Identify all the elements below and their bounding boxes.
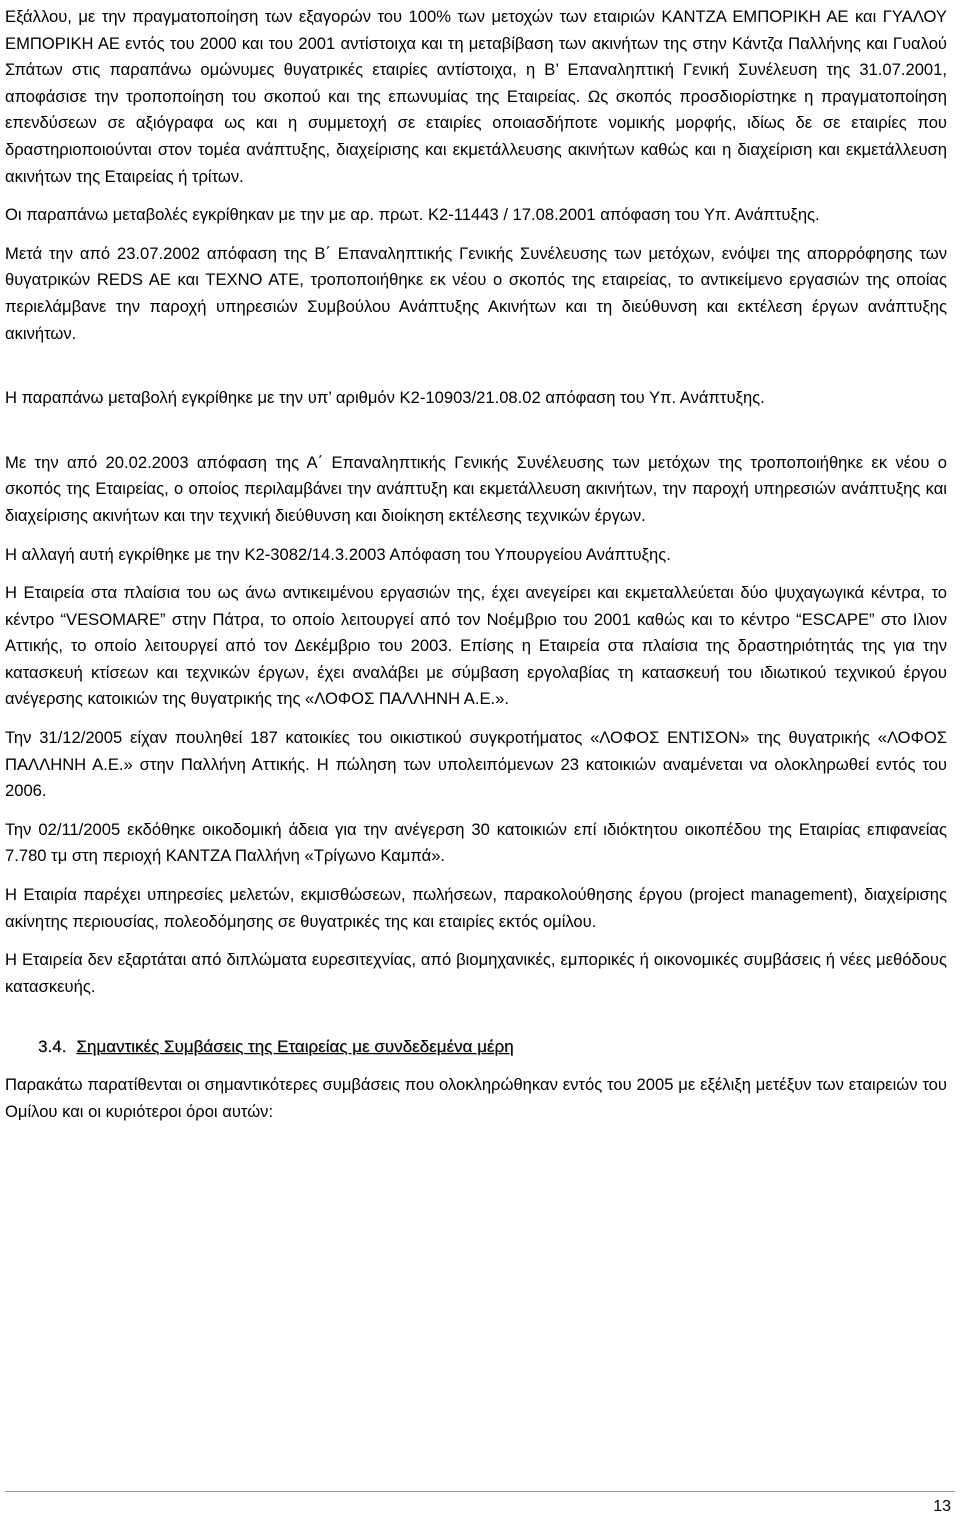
paragraph-purpose-change-2002: Μετά την από 23.07.2002 απόφαση της Β΄ Επαναληπτικής Γενικής Συνέλευσης των μετόχων, ενόψει της απορρόφησης των θυγατρικών REDS AE και ΤΕΧΝΟ ΑΤΕ, τροποποιήθηκε εκ νέου ο σκοπός της εταιρείας, το αντικείμενο εργασιών της οποίας περιελάμβανε την παροχή υπηρεσιών Συμβούλου Ανάπτυξης Ακινήτων και τη διεύθυνση και εκτέλεση έργων ανάπτυξης ακινήτων.: [5, 243, 947, 343]
paragraph-entertainment-centers: Η Εταιρεία στα πλαίσια του ως άνω αντικειμένου εργασιών της, έχει ανεγείρει και εκμεταλλεύεται δύο ψυχαγωγικά κέντρα, το κέντρο “VESOMARE” στην Πάτρα, το οποίο λειτουργεί από τον Νοέμβριο του 2001 καθώς και το κέντρο “ESCAPE” στο Ιλιον Αττικής, το οποίο λειτουργεί από τον Δεκέμβριο του 2003. Επίσης η Εταιρεία στα πλαίσια της δραστηριότητάς της για την κατασκευή κτίσεων και τεχνικών έργων, έχει αναλάβει με σύμβαση εργολαβίας τη κατασκευή του ιδιωτικού τεχνικού έργου ανέγερσης κατοικιών της θυγατρικής της «ΛΟΦΟΣ ΠΑΛΛΗΝΗ Α.Ε.».: [5, 583, 947, 709]
paragraph-patents: Η Εταιρεία δεν εξαρτάται από διπλώματα ευρεσιτεχνίας, από βιομηχανικές, εμπορικές ή οικονομικές συμβάσεις ή νέες μεθόδους κατασκευής.: [5, 950, 947, 996]
section-number: 3.4.: [38, 1037, 67, 1057]
paragraph-purpose-change-2003: Με την από 20.02.2003 απόφαση της Α΄ Επαναληπτικής Γενικής Συνέλευσης των μετόχων της τροποποιήθηκε εκ νέου ο σκοπός της Εταιρείας, ο οποίος περιλαμβάνει την ανάπτυξη και εκμετάλλευση ακινήτων, την παροχή υπηρεσιών ανάπτυξης και διαχείρισης ακινήτων και την τεχνική διεύθυνση και διοίκηση εκτέλεσης τεχνικών έργων.: [5, 452, 947, 525]
footer-divider: [5, 1491, 955, 1492]
document-body: [5, 4, 947, 1138]
paragraph-section-intro: Παρακάτω παρατίθενται οι σημαντικότερες συμβάσεις που ολοκληρώθηκαν εντός του 2005 με εξέλιξη μετέξυν των εταιρειών του Ομίλου και οι κυριότεροι όροι αυτών:: [5, 1075, 947, 1121]
paragraph-services: Η Εταιρία παρέχει υπηρεσίες μελετών, εκμισθώσεων, πωλήσεων, παρακολούθησης έργου (project management), διαχείρισης ακίνητης περιουσίας, πολεοδόμησης σε θυγατρικές της και εταιρίες εκτός ομίλου.: [5, 885, 947, 931]
page-number: 13: [933, 1498, 951, 1515]
spacer: [5, 359, 947, 385]
paragraph-building-permit: Την 02/11/2005 εκδόθηκε οικοδομική άδεια για την ανέγερση 30 κατοικιών επί ιδιόκτητου οικοπέδου της Εταιρίας επιφανείας 7.780 τμ στη περιοχή ΚΑΝΤΖΑ Παλλήνη «Τρίγωνο Καμπά».: [5, 819, 947, 866]
section-heading: [38, 1034, 947, 1060]
paragraph-approval-2001: Οι παραπάνω μεταβολές εγκρίθηκαν με την με αρ. πρωτ. Κ2-11443 / 17.08.2001 απόφαση του Υπ. Ανάπτυξης.: [5, 205, 820, 225]
paragraph-approval-2003: Η αλλαγή αυτή εγκρίθηκε με την Κ2-3082/14.3.2003 Απόφαση του Υπουργείου Ανάπτυξης.: [5, 544, 671, 564]
paragraph-approval-2002: Η παραπάνω μεταβολή εγκρίθηκε με την υπ’ αριθμόν Κ2-10903/21.08.02 απόφαση του Υπ. Ανάπτυξης.: [5, 388, 765, 408]
section-title: Σημαντικές Συμβάσεις της Εταιρείας με συνδεδεμένα μέρη: [76, 1037, 514, 1057]
spacer: [5, 424, 947, 450]
paragraph-company-purpose-2001: Εξάλλου, με την πραγματοποίηση των εξαγορών του 100% των μετοχών των εταιριών ΚΑΝΤΖΑ ΕΜΠΟΡΙΚΗ ΑΕ και ΓΥΑΛΟΥ ΕΜΠΟΡΙΚΗ ΑΕ εντός του 2000 και του 2001 αντίστοιχα και τη μεταβίβαση των ακινήτων της στην Κάντζα Παλλήνης και Γυαλού Σπάτων στις παραπάνω ομώνυμες θυγατρικές εταιρίες αντίστοιχα, η Β’ Επαναληπτική Γενική Συνέλευση της 31.07.2001, αποφάσισε την τροποποίηση του σκοπού και της επωνυμίας της Εταιρείας. Ως σκοπός προσδιορίστηκε η πραγματοποίηση επενδύσεων σε αξιόγραφα ως και η συμμετοχή σε εταιρίες οποιασδήποτε νομικής μορφής, ιδίως δε σε εταιρίες που δραστηριοποιούνται στον τομέα ανάπτυξης, διαχείρισης και εκμετάλλευσης ακινήτων καθώς και η διαχείριση και εκμετάλλευση ακινήτων της Εταιρείας ή τρίτων.: [5, 7, 947, 186]
paragraph-residences-sold: Την 31/12/2005 είχαν πουληθεί 187 κατοικίες του οικιστικού συγκροτήματος «ΛΟΦΟΣ ΕΝΤΙΣΟΝ» της θυγατρικής «ΛΟΦΟΣ ΠΑΛΛΗΝΗ Α.Ε.» στην Παλλήνη Αττικής. Η πώληση των υπολειπόμενων 23 κατοικιών αναμένεται να ολοκληρωθεί εντός του 2006.: [5, 728, 947, 801]
